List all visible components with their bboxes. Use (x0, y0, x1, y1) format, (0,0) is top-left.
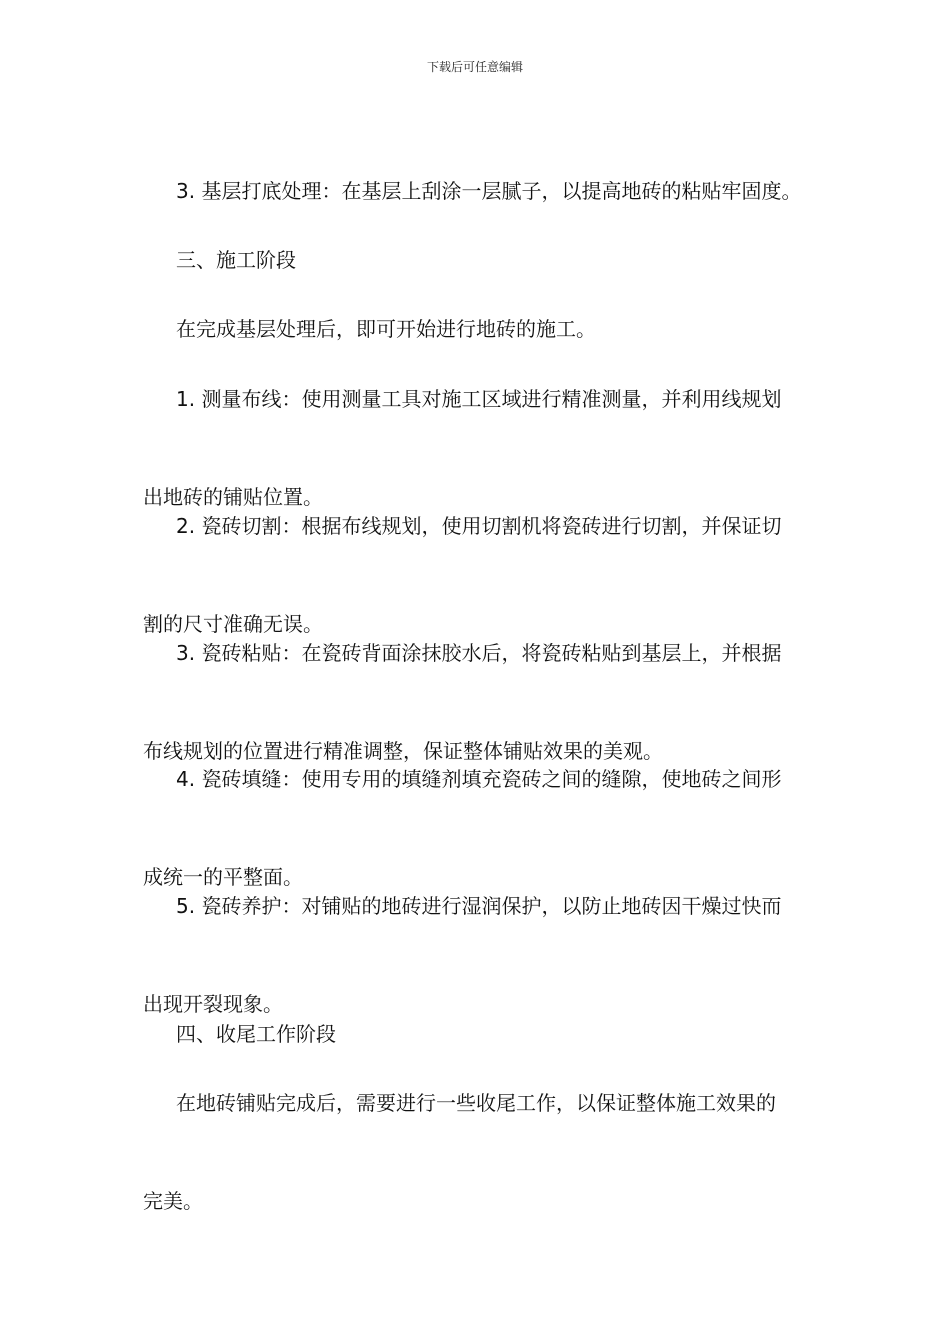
paragraph-line: 5. 瓷砖养护：对铺贴的地砖进行湿润保护，以防止地砖因干燥过快而 (176, 894, 782, 918)
paragraph-line: 出现开裂现象。 (143, 992, 283, 1016)
paragraph-line: 布线规划的位置进行精准调整，保证整体铺贴效果的美观。 (143, 739, 663, 763)
paragraph-line: 出地砖的铺贴位置。 (143, 485, 323, 509)
paragraph-line: 在完成基层处理后，即可开始进行地砖的施工。 (176, 317, 596, 341)
paragraph-line: 成统一的平整面。 (143, 865, 303, 889)
paragraph-line: 3. 基层打底处理：在基层上刮涂一层腻子，以提高地砖的粘贴牢固度。 (176, 179, 802, 203)
section-heading: 三、施工阶段 (176, 248, 296, 272)
page-header: 下载后可任意编辑 (426, 60, 523, 74)
paragraph-line: 2. 瓷砖切割：根据布线规划，使用切割机将瓷砖进行切割，并保证切 (176, 514, 782, 538)
paragraph-line: 割的尺寸准确无误。 (143, 612, 323, 636)
paragraph-line: 4. 瓷砖填缝：使用专用的填缝剂填充瓷砖之间的缝隙，使地砖之间形 (176, 767, 782, 791)
section-heading: 四、收尾工作阶段 (176, 1022, 336, 1046)
paragraph-line: 3. 瓷砖粘贴：在瓷砖背面涂抹胶水后，将瓷砖粘贴到基层上，并根据 (176, 641, 782, 665)
paragraph-line: 完美。 (143, 1189, 203, 1213)
paragraph-line: 1. 测量布线：使用测量工具对施工区域进行精准测量，并利用线规划 (176, 387, 782, 411)
paragraph-line: 在地砖铺贴完成后，需要进行一些收尾工作，以保证整体施工效果的 (176, 1091, 776, 1115)
paragraph-finishing-intro (143, 1053, 776, 1251)
